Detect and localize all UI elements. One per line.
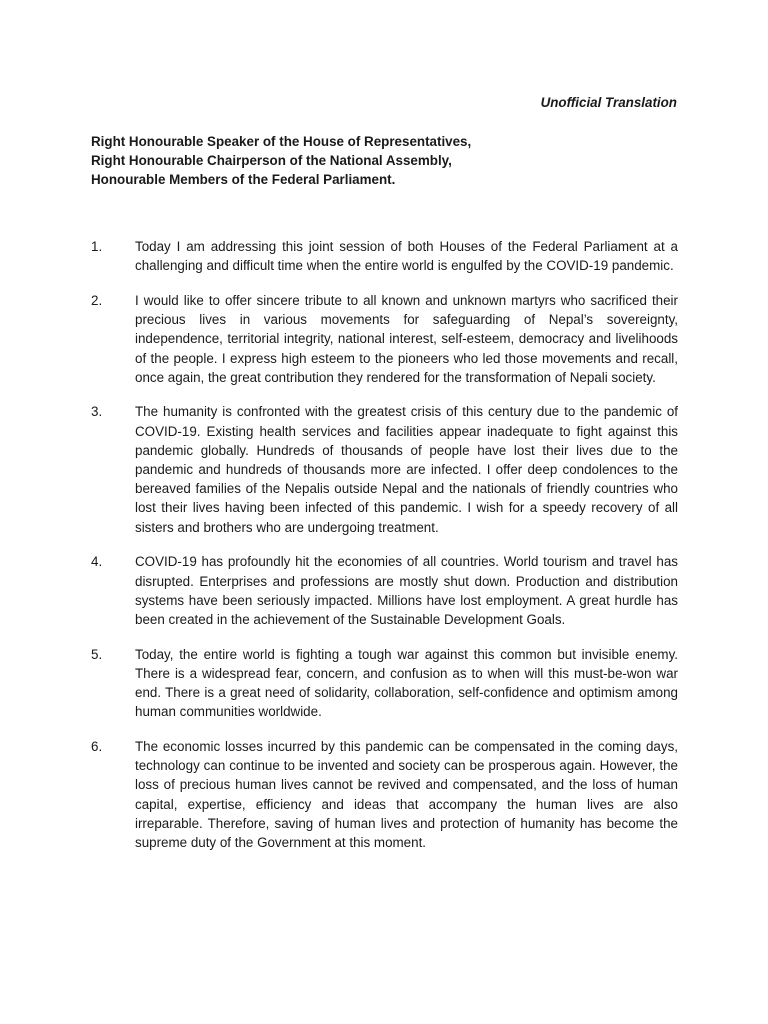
paragraph-number: 1. (91, 239, 103, 254)
paragraph-number: 5. (91, 646, 103, 662)
paragraph-text: I would like to offer sincere tribute to all known and unknown martyrs who sacrificed their precious lives in various movements for safeguarding of Nepal’s sovereignty, independence, territorial integrity, national interest, self-esteem, democracy and livelihoods of the people. I express high esteem to the pioneers who led those movements and recall, once again, the great contribution they rendered for the transformation of Nepali society. (135, 292, 678, 385)
translation-label: Unofficial Translation (540, 95, 677, 110)
paragraph-number: 3. (91, 404, 103, 420)
paragraph-item (91, 552, 678, 629)
salutation-line: Right Honourable Chairperson of the National Assembly, (91, 153, 452, 169)
salutation-line: Right Honourable Speaker of the House of Representatives, (91, 134, 472, 149)
paragraph-text: COVID-19 has profoundly hit the economies of all countries. World tourism and travel has disrupted. Enterprises and professions are mostly shut down. Production and distribution systems have been seriously impacted. Millions have lost employment. A great hurdle has been created in the achievement of the Sustainable Development Goals. (135, 554, 678, 627)
paragraph-text: The economic losses incurred by this pandemic can be compensated in the coming days, technology can continue to be invented and society can be prosperous again. However, the loss of precious human lives cannot be revived and compensated, and the loss of human capital, expertise, efficiency and ideas that accompany the human lives are also irreparable. Therefore, saving of human lives and protection of humanity has become the supreme duty of the Government at this moment. (135, 738, 678, 850)
paragraph-number: 6. (91, 738, 103, 754)
paragraph-number: 2. (91, 292, 103, 308)
paragraph-item (91, 237, 678, 275)
paragraph-number: 4. (91, 554, 103, 570)
salutation-block (91, 132, 691, 190)
numbered-paragraphs (91, 237, 678, 868)
paragraph-text: Today, the entire world is fighting a tough war against this common but invisible enemy. There is a widespread fear, concern, and confusion as to when will this must-be-won war end. There is a great need of solidarity, collaboration, self-confidence and optimism among human communities worldwide. (135, 646, 678, 720)
salutation-line: Honourable Members of the Federal Parliament. (91, 172, 396, 188)
paragraph-item (91, 291, 678, 387)
paragraph-text: Today I am addressing this joint session of both Houses of the Federal Parliament at a challenging and difficult time when the entire world is engulfed by the COVID-19 pandemic. (135, 239, 678, 274)
paragraph-text: The humanity is confronted with the greatest crisis of this century due to the pandemic of COVID-19. Existing health services and facilities appear inadequate to fight against this pandemic globally. Hundreds of thousands of people have lost their lives due to the pandemic and hundreds of thousands more are infected. I offer deep condolences to the bereaved families of the Nepalis outside Nepal and the nationals of friendly countries who lost their lives having been infected of this pandemic. I wish for a speedy recovery of all sisters and brothers who are undergoing treatment. (135, 404, 678, 535)
paragraph-item (91, 402, 678, 536)
paragraph-item (91, 737, 678, 852)
paragraph-item (91, 645, 678, 722)
